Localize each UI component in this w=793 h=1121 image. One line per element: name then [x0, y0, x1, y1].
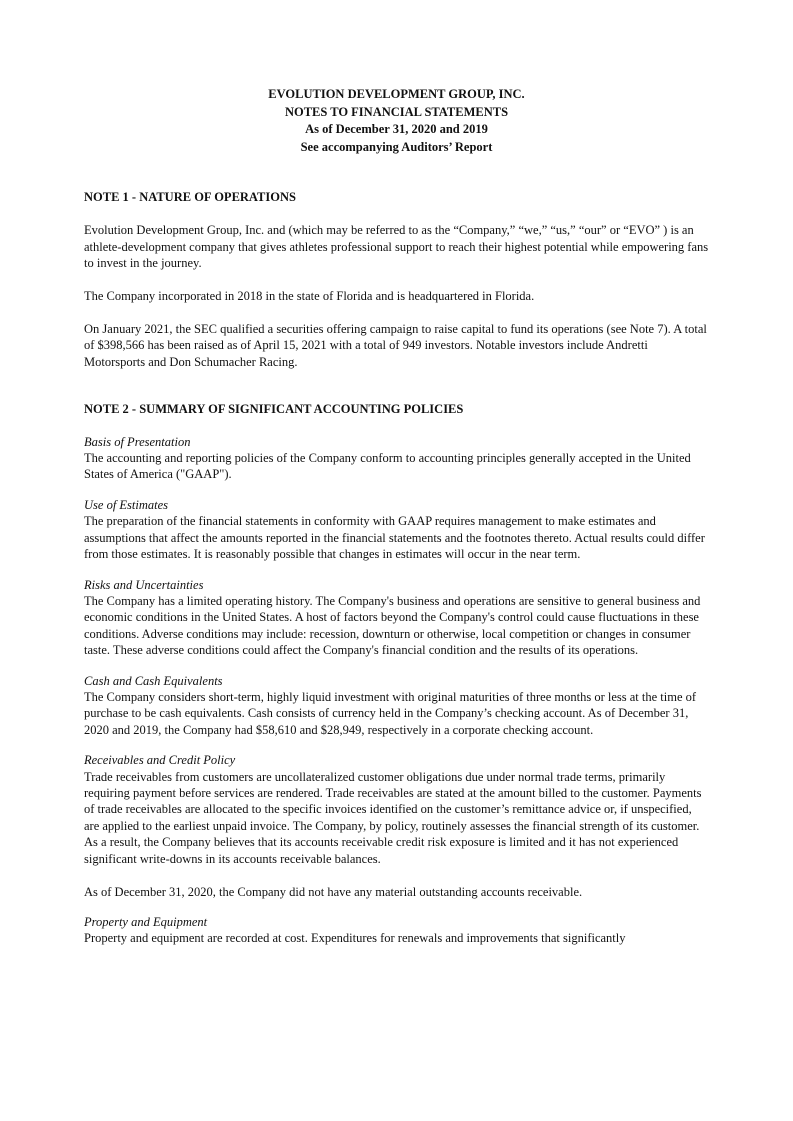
cash-heading: Cash and Cash Equivalents [84, 673, 223, 688]
note-1-paragraph-3: On January 2021, the SEC qualified a securities offering campaign to raise capital to fund its operations (see Note 7). A total of $398,566 has been raised as of April 15, 2021 with a total of 949 investors. Notable investors include Andretti Motorsports and Don Schumacher Racing. [84, 322, 707, 369]
property-text: Property and equipment are recorded at cost. Expenditures for renewals and improvements that significantly [84, 931, 626, 946]
note-1-paragraph-1: Evolution Development Group, Inc. and (which may be referred to as the “Company,” “we,” “us,” “our” or “EVO” ) is an athlete-development company that gives athletes professional support to reach their highest potential while empowering fans to invest in the journey. [84, 223, 709, 271]
period-line: As of December 31, 2020 and 2019 [305, 122, 488, 136]
document-title: NOTES TO FINANCIAL STATEMENTS [284, 104, 509, 119]
property-block [84, 914, 709, 947]
risks-block [84, 577, 709, 659]
basis-of-presentation-heading: Basis of Presentation [84, 434, 191, 449]
risks-text: The Company has a limited operating history. The Company's business and operations are sensitive to general business and economic conditions in the United States. A host of factors beyond the Company's control could cause fluctuations in these conditions. Adverse conditions may include: recession, downturn or otherwise, local competition or changes in consumer taste. These adverse conditions could affect the Company's financial condition and the results of its operations. [84, 593, 701, 658]
cash-text: The Company considers short-term, highly liquid investment with original maturities of three months or less at the time of purchase to be cash equivalents. Cash consists of currency held in the Company’s checking account. As of December 31, 2020 and 2019, the Company had $58,610 and $28,949, respectively in a corporate checking account. [84, 689, 697, 737]
use-of-estimates-block [84, 497, 709, 563]
cash-block [84, 673, 709, 739]
note-1-title: NOTE 1 - NATURE OF OPERATIONS [84, 190, 296, 204]
note-2-section [84, 401, 709, 946]
auditor-reference: See accompanying Auditors’ Report [300, 139, 493, 154]
receivables-block [84, 752, 709, 900]
risks-heading: Risks and Uncertainties [84, 577, 204, 592]
company-name: EVOLUTION DEVELOPMENT GROUP, INC. [268, 87, 525, 101]
document-header [84, 86, 709, 156]
receivables-text-2: As of December 31, 2020, the Company did not have any material outstanding accounts receivable. [84, 884, 583, 899]
note-1-paragraph-2: The Company incorporated in 2018 in the state of Florida and is headquartered in Florida. [84, 289, 535, 304]
receivables-heading: Receivables and Credit Policy [84, 753, 236, 768]
basis-of-presentation-text: The accounting and reporting policies of the Company conform to accounting principles generally accepted in the United States of America ("GAAP"). [84, 451, 691, 482]
property-heading: Property and Equipment [84, 914, 208, 929]
basis-of-presentation-block [84, 434, 709, 483]
use-of-estimates-heading: Use of Estimates [84, 497, 169, 512]
note-1-section [84, 189, 709, 370]
use-of-estimates-text: The preparation of the financial statements in conformity with GAAP requires management to make estimates and assumptions that affect the amounts reported in the financial statements and the footnotes thereto. Actual results could differ from those estimates. It is reasonably possible that changes in estimates will occur in the near term. [84, 514, 705, 562]
receivables-text: Trade receivables from customers are uncollateralized customer obligations due under normal trade terms, primarily requiring payment before services are rendered. Trade receivables are stated at the amount billed to the customer. Payments of trade receivables are allocated to the specific invoices identified on the customer’s remittance advice or, if unspecified, are applied to the earliest unpaid invoice. The Company, by policy, routinely assesses the financial strength of its customer. As a result, the Company believes that its accounts receivable credit risk exposure is limited and it has not experienced significant write-downs in its accounts receivable balances. [84, 769, 702, 866]
note-2-title: NOTE 2 - SUMMARY OF SIGNIFICANT ACCOUNTING POLICIES [84, 402, 464, 417]
